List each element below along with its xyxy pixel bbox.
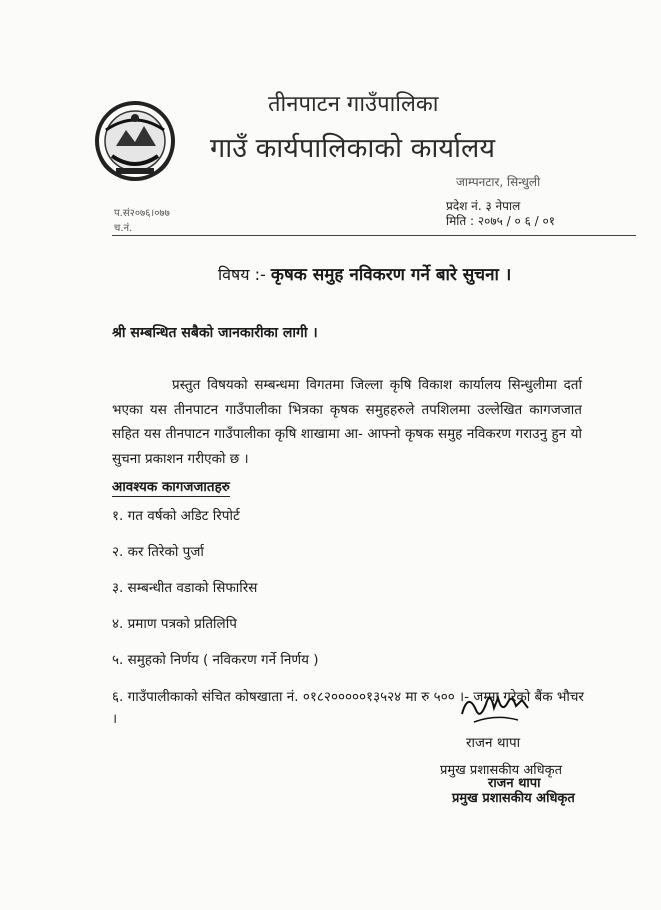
reference-number: प.सं२०७६।०७७ xyxy=(114,208,170,219)
list-item: ६. गाउँपालीकाको संचित कोषखाता नं. ०१८२०००००१३५२४ मा रु ५०० ।- जम्मा गरेको बैंक भौचर । xyxy=(112,689,584,727)
salutation: श्री सम्बन्धित सबैको जानकारीका लागी । xyxy=(112,325,318,341)
list-item: ५. समुहको निर्णय ( नविकरण गर्ने निर्णय ) xyxy=(112,652,319,668)
nepal-emblem-icon xyxy=(92,100,178,182)
body-paragraph xyxy=(112,373,582,471)
list-item: १. गत वर्षको अडिट रिपोर्ट xyxy=(112,508,240,524)
list-item: ४. प्रमाण पत्रको प्रतिलिपि xyxy=(112,616,237,632)
stamp-designation: प्रमुख प्रशासकीय अधिकृत xyxy=(452,791,575,806)
handwritten-signature xyxy=(456,684,536,728)
signatory-designation: प्रमुख प्रशासकीय अधिकृत xyxy=(440,763,563,778)
subject-label: विषय :- xyxy=(218,265,266,284)
list-item: ३. सम्बन्धीत वडाको सिफारिस xyxy=(112,580,258,596)
letter-date: मिति : २०७५ / ० ६ / ०१ xyxy=(446,214,555,228)
org-name-line2: गाउँ कार्यपालिकाको कार्यालय xyxy=(210,133,495,164)
signatory-name: राजन थापा xyxy=(466,735,521,751)
body-paragraph-text: प्रस्तुत विषयको सम्बन्धमा विगतमा जिल्ला कृषि विकाश कार्यालय सिन्धुलीमा दर्ता भएका यस तीनपाटन गाउँपालीका भित्रका कृषक समुहहरुले तपशिलमा उल्लेखित कागजजात सहित यस तीनपाटन गाउँपालीका कृषि शाखामा आ- आफ्नो कृषक समुह नविकरण गराउनु हुन यो सुचना प्रकाशन गरीएको छ । xyxy=(112,377,582,467)
header-divider xyxy=(112,235,636,236)
stamp-name: राजन थापा xyxy=(488,776,541,791)
dispatch-number: च.नं. xyxy=(114,223,133,234)
subject-text: कृषक समुह नविकरण गर्ने बारे सुचना । xyxy=(270,265,512,285)
org-name-line1: तीनपाटन गाउँपालिका xyxy=(268,92,439,117)
list-item: २. कर तिरेको पुर्जा xyxy=(112,544,204,560)
office-address: जाम्पनटार, सिन्धुली xyxy=(456,175,541,189)
province-line: प्रदेश नं. ३ नेपाल xyxy=(446,199,521,213)
requirements-heading: आवश्यक कागजजातहरु xyxy=(112,479,230,495)
subject-line xyxy=(218,262,511,285)
